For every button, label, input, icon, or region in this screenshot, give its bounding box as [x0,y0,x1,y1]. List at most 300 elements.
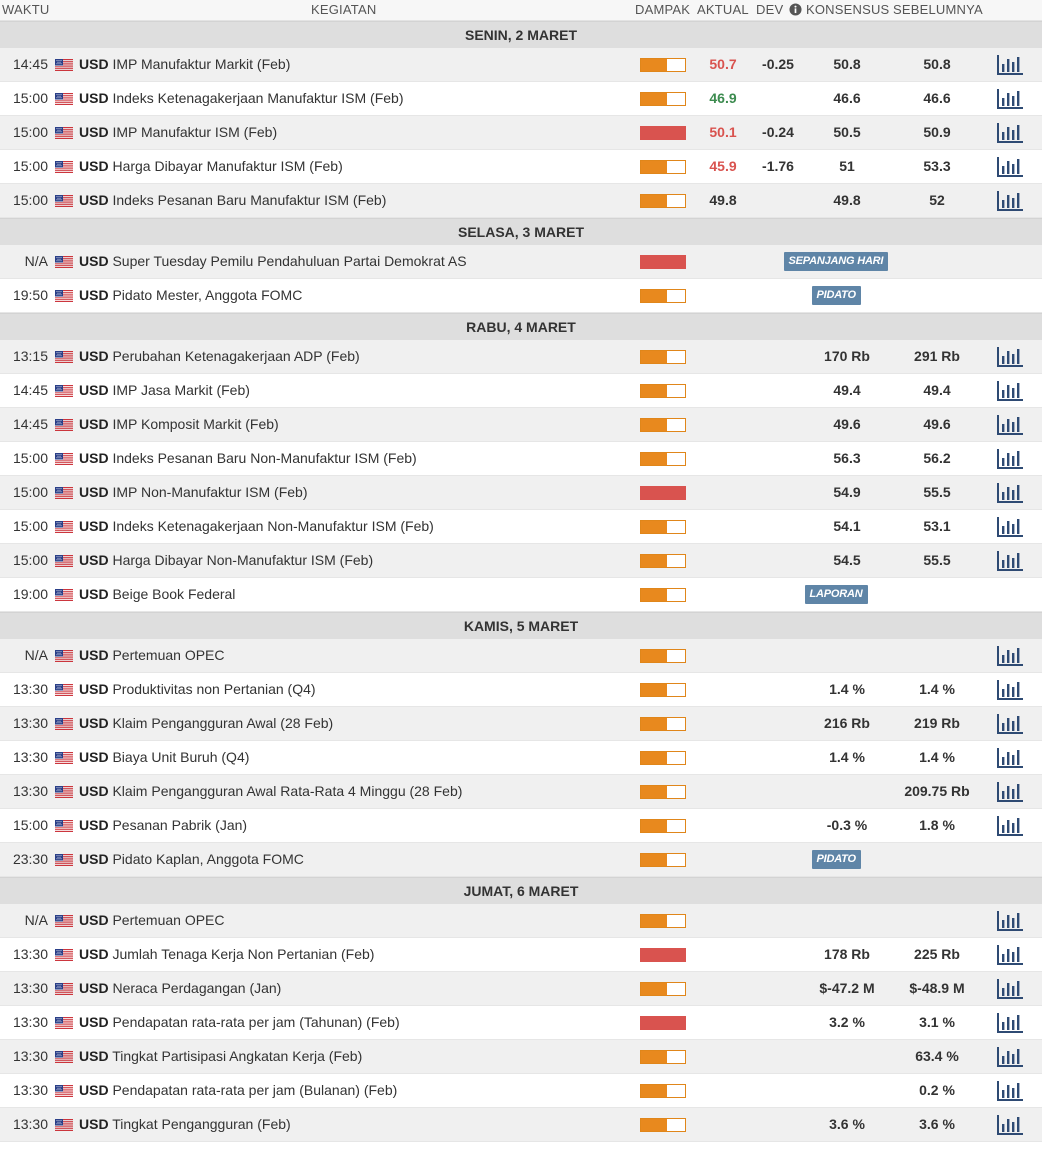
impact-fill [641,949,685,961]
consensus-value: 49.6 [833,416,861,432]
event-time: 13:30 [12,980,48,996]
consensus-value: 1.4 % [829,681,865,697]
impact-indicator [640,126,686,140]
table-row[interactable] [0,775,1042,809]
event-currency: USD [79,253,109,269]
previous-value: 50.8 [923,56,951,72]
event-currency: USD [79,552,109,568]
col-header-dev-label: DEV [756,2,784,17]
impact-fill [641,684,667,696]
impact-indicator [640,160,686,174]
table-row[interactable] [0,82,1042,116]
previous-value: 56.2 [923,450,951,466]
deviation-value: -0.25 [762,56,794,72]
event-currency: USD [79,715,109,731]
event-title[interactable]: Super Tuesday Pemilu Pendahuluan Partai Demokrat AS [112,253,467,269]
event-currency: USD [79,192,109,208]
event-title[interactable]: IMP Komposit Markit (Feb) [112,416,279,432]
impact-indicator [640,717,686,731]
us-flag-icon [55,1119,73,1131]
event-title[interactable]: Pertemuan OPEC [112,647,225,663]
event-type-badge: PIDATO [812,286,861,305]
table-row[interactable] [0,476,1042,510]
us-flag-icon [55,161,73,173]
event-title[interactable]: IMP Non-Manufaktur ISM (Feb) [112,484,308,500]
bar-chart-icon[interactable] [996,1012,1024,1034]
previous-value: 52 [929,192,945,208]
impact-fill [641,1119,667,1131]
previous-value: 3.6 % [919,1116,955,1132]
event-title[interactable]: Indeks Pesanan Baru Non-Manufaktur ISM (Feb) [112,450,417,466]
us-flag-icon [55,127,73,139]
us-flag-icon [55,983,73,995]
table-row[interactable] [0,150,1042,184]
event-name[interactable] [79,279,302,312]
consensus-value: 216 Rb [824,715,870,731]
event-title[interactable]: Indeks Ketenagakerjaan Manufaktur ISM (Feb) [112,90,404,106]
previous-value: 63.4 % [915,1048,959,1064]
previous-value: 53.3 [923,158,951,174]
actual-value: 45.9 [709,158,737,174]
table-row[interactable] [0,48,1042,82]
table-row[interactable] [0,707,1042,741]
event-name[interactable] [79,578,235,611]
us-flag-icon [55,59,73,71]
us-flag-icon [55,949,73,961]
bar-chart-icon[interactable] [996,747,1024,769]
event-name[interactable] [79,184,386,217]
us-flag-icon [55,854,73,866]
event-name[interactable] [79,116,277,149]
event-time: 15:00 [12,518,48,534]
impact-fill [641,195,667,207]
impact-indicator [640,520,686,534]
event-name[interactable] [79,741,249,774]
impact-fill [641,1017,685,1029]
us-flag-icon [55,453,73,465]
impact-indicator [640,452,686,466]
impact-indicator [640,1050,686,1064]
impact-indicator [640,486,686,500]
us-flag-icon [55,752,73,764]
event-name[interactable] [79,972,281,1005]
event-title[interactable]: Tingkat Pengangguran (Feb) [112,1116,291,1132]
impact-indicator [640,1084,686,1098]
col-header-previous: SEBELUMNYA [893,2,983,17]
event-name[interactable] [79,82,404,115]
impact-indicator [640,1016,686,1030]
previous-value: 50.9 [923,124,951,140]
event-currency: USD [79,158,109,174]
bar-chart-icon[interactable] [996,910,1024,932]
impact-indicator [640,255,686,269]
event-name[interactable] [79,1040,362,1073]
calendar-body [0,21,1042,1142]
previous-value: $-48.9 M [909,980,965,996]
col-header-impact: DAMPAK [635,2,691,17]
table-header [0,0,1042,21]
us-flag-icon [55,650,73,662]
table-row[interactable] [0,184,1042,218]
event-title[interactable]: Harga Dibayar Manufaktur ISM (Feb) [112,158,343,174]
actual-value: 50.7 [709,56,737,72]
table-row[interactable] [0,442,1042,476]
event-name[interactable] [79,48,290,81]
consensus-value: 178 Rb [824,946,870,962]
event-type-badge: PIDATO [812,850,861,869]
impact-indicator [640,554,686,568]
event-time: 15:00 [12,817,48,833]
impact-fill [641,419,667,431]
table-row[interactable] [0,374,1042,408]
event-time: 13:30 [12,1082,48,1098]
day-header: SELASA, 3 MARET [0,218,1042,245]
us-flag-icon [55,786,73,798]
bar-chart-icon[interactable] [996,550,1024,572]
bar-chart-icon[interactable] [996,88,1024,110]
impact-indicator [640,418,686,432]
event-title[interactable]: Pertemuan OPEC [112,912,225,928]
previous-value: 219 Rb [914,715,960,731]
previous-value: 53.1 [923,518,951,534]
consensus-value: 49.8 [833,192,861,208]
event-title[interactable]: IMP Manufaktur ISM (Feb) [112,124,278,140]
deviation-value: -0.24 [762,124,794,140]
bar-chart-icon[interactable] [996,978,1024,1000]
bar-chart-icon[interactable] [996,156,1024,178]
impact-indicator [640,350,686,364]
previous-value: 49.4 [923,382,951,398]
event-time: 19:50 [12,287,48,303]
event-time: 13:30 [12,749,48,765]
consensus-value: -0.3 % [826,817,868,833]
event-time: 14:45 [12,416,48,432]
event-title[interactable]: Neraca Perdagangan (Jan) [112,980,282,996]
col-header-actual: AKTUAL [697,2,749,17]
event-time: 13:30 [12,783,48,799]
impact-fill [641,161,667,173]
impact-fill [641,1051,667,1063]
event-time: 13:30 [12,681,48,697]
impact-indicator [640,588,686,602]
us-flag-icon [55,290,73,302]
actual-value: 46.9 [709,90,737,106]
table-row[interactable] [0,1006,1042,1040]
bar-chart-icon[interactable] [996,482,1024,504]
impact-fill [641,752,667,764]
impact-fill [641,487,685,499]
table-row[interactable] [0,340,1042,374]
table-row[interactable] [0,578,1042,612]
previous-value: 46.6 [923,90,951,106]
table-row[interactable] [0,1040,1042,1074]
event-title[interactable]: IMP Manufaktur Markit (Feb) [112,56,291,72]
day-header: KAMIS, 5 MARET [0,612,1042,639]
impact-fill [641,385,667,397]
event-title[interactable]: Pidato Mester, Anggota FOMC [112,287,303,303]
impact-fill [641,854,667,866]
event-name[interactable] [79,938,374,971]
table-row[interactable] [0,938,1042,972]
bar-chart-icon[interactable] [996,122,1024,144]
col-header-consensus: KONSENSUS [806,2,890,17]
consensus-value: 54.5 [833,552,861,568]
event-title[interactable]: Pendapatan rata-rata per jam (Tahunan) (Feb) [112,1014,400,1030]
event-currency: USD [79,783,109,799]
bar-chart-icon[interactable] [996,944,1024,966]
event-title[interactable]: Pidato Kaplan, Anggota FOMC [112,851,304,867]
consensus-value: 46.6 [833,90,861,106]
info-icon[interactable] [789,3,802,16]
impact-fill [641,983,667,995]
day-header: JUMAT, 6 MARET [0,877,1042,904]
table-row[interactable] [0,1074,1042,1108]
event-time: 13:30 [12,1048,48,1064]
event-currency: USD [79,382,109,398]
event-title[interactable]: Pesanan Pabrik (Jan) [112,817,248,833]
impact-fill [641,351,667,363]
event-name[interactable] [79,1108,291,1141]
bar-chart-icon[interactable] [996,346,1024,368]
event-time: 14:45 [12,56,48,72]
previous-value: 1.4 % [919,749,955,765]
event-currency: USD [79,749,109,765]
bar-chart-icon[interactable] [996,1046,1024,1068]
table-row[interactable] [0,1108,1042,1142]
us-flag-icon [55,385,73,397]
us-flag-icon [55,820,73,832]
consensus-value: 3.6 % [829,1116,865,1132]
us-flag-icon [55,419,73,431]
event-currency: USD [79,1048,109,1064]
table-row[interactable] [0,673,1042,707]
table-row[interactable] [0,544,1042,578]
us-flag-icon [55,487,73,499]
day-header: SENIN, 2 MARET [0,21,1042,48]
us-flag-icon [55,718,73,730]
actual-value: 49.8 [709,192,737,208]
event-name[interactable] [79,707,333,740]
impact-indicator [640,649,686,663]
consensus-value: 50.5 [833,124,861,140]
us-flag-icon [55,93,73,105]
us-flag-icon [55,1017,73,1029]
event-time: 13:30 [12,715,48,731]
impact-indicator [640,1118,686,1132]
previous-value: 55.5 [923,552,951,568]
event-name[interactable] [79,544,373,577]
event-name[interactable] [79,510,434,543]
table-row[interactable] [0,408,1042,442]
event-currency: USD [79,817,109,833]
event-time: 15:00 [12,90,48,106]
impact-indicator [640,819,686,833]
consensus-value: 50.8 [833,56,861,72]
event-time: 15:00 [12,450,48,466]
event-time: 15:00 [12,484,48,500]
event-title[interactable]: Beige Book Federal [112,586,236,602]
impact-indicator [640,853,686,867]
event-title[interactable]: Perubahan Ketenagakerjaan ADP (Feb) [112,348,360,364]
table-row[interactable] [0,245,1042,279]
impact-indicator [640,785,686,799]
event-currency: USD [79,586,109,602]
impact-fill [641,256,685,268]
bar-chart-icon[interactable] [996,1080,1024,1102]
impact-fill [641,718,667,730]
event-time: 19:00 [12,586,48,602]
us-flag-icon [55,915,73,927]
event-title[interactable]: Tingkat Partisipasi Angkatan Kerja (Feb) [112,1048,363,1064]
us-flag-icon [55,1085,73,1097]
event-name[interactable] [79,476,307,509]
event-name[interactable] [79,408,279,441]
event-title[interactable]: Pendapatan rata-rata per jam (Bulanan) (Feb) [112,1082,398,1098]
event-name[interactable] [79,374,250,407]
impact-indicator [640,92,686,106]
bar-chart-icon[interactable] [996,645,1024,667]
event-name[interactable] [79,245,467,278]
us-flag-icon [55,256,73,268]
us-flag-icon [55,1051,73,1063]
table-row[interactable] [0,904,1042,938]
event-title[interactable]: Harga Dibayar Non-Manufaktur ISM (Feb) [112,552,374,568]
bar-chart-icon[interactable] [996,815,1024,837]
table-row[interactable] [0,510,1042,544]
bar-chart-icon[interactable] [996,190,1024,212]
col-header-event: KEGIATAN [311,2,377,17]
event-name[interactable] [79,1006,400,1039]
impact-fill [641,127,685,139]
day-header: RABU, 4 MARET [0,313,1042,340]
event-time: 15:00 [12,552,48,568]
impact-fill [641,93,667,105]
previous-value: 225 Rb [914,946,960,962]
impact-indicator [640,751,686,765]
event-currency: USD [79,912,109,928]
impact-fill [641,650,667,662]
table-row[interactable] [0,116,1042,150]
table-row[interactable] [0,972,1042,1006]
impact-fill [641,521,667,533]
event-currency: USD [79,90,109,106]
bar-chart-icon[interactable] [996,448,1024,470]
consensus-value: $-47.2 M [819,980,875,996]
event-name[interactable] [79,340,360,373]
event-time: 15:00 [12,158,48,174]
event-currency: USD [79,946,109,962]
event-name[interactable] [79,639,225,672]
event-name[interactable] [79,775,462,808]
event-currency: USD [79,450,109,466]
deviation-value: -1.76 [762,158,794,174]
impact-indicator [640,982,686,996]
event-currency: USD [79,416,109,432]
event-time: 15:00 [12,124,48,140]
event-name[interactable] [79,673,316,706]
bar-chart-icon[interactable] [996,679,1024,701]
previous-value: 55.5 [923,484,951,500]
table-row[interactable] [0,843,1042,877]
event-title[interactable]: Biaya Unit Buruh (Q4) [112,749,250,765]
impact-indicator [640,683,686,697]
consensus-value: 3.2 % [829,1014,865,1030]
impact-indicator [640,194,686,208]
event-currency: USD [79,1014,109,1030]
actual-value: 50.1 [709,124,737,140]
impact-fill [641,59,667,71]
table-row[interactable] [0,809,1042,843]
col-header-time: WAKTU [2,2,50,17]
consensus-value: 1.4 % [829,749,865,765]
event-time: 23:30 [12,851,48,867]
consensus-value: 56.3 [833,450,861,466]
impact-fill [641,453,667,465]
event-time: 13:30 [12,946,48,962]
us-flag-icon [55,555,73,567]
bar-chart-icon[interactable] [996,414,1024,436]
event-title[interactable]: Klaim Pengangguran Awal (28 Feb) [112,715,334,731]
event-name[interactable] [79,843,304,876]
event-currency: USD [79,484,109,500]
bar-chart-icon[interactable] [996,516,1024,538]
bar-chart-icon[interactable] [996,1114,1024,1136]
impact-fill [641,820,667,832]
event-currency: USD [79,681,109,697]
impact-fill [641,1085,667,1097]
table-row[interactable] [0,279,1042,313]
bar-chart-icon[interactable] [996,380,1024,402]
event-name[interactable] [79,150,343,183]
col-header-dev [756,2,802,17]
consensus-value: 54.1 [833,518,861,534]
impact-indicator [640,914,686,928]
consensus-value: 170 Rb [824,348,870,364]
us-flag-icon [55,589,73,601]
impact-fill [641,786,667,798]
bar-chart-icon[interactable] [996,781,1024,803]
event-currency: USD [79,1082,109,1098]
event-title[interactable]: Indeks Ketenagakerjaan Non-Manufaktur ISM (Feb) [112,518,434,534]
impact-indicator [640,384,686,398]
event-currency: USD [79,124,109,140]
us-flag-icon [55,521,73,533]
bar-chart-icon[interactable] [996,713,1024,735]
event-currency: USD [79,348,109,364]
event-title[interactable]: IMP Jasa Markit (Feb) [112,382,250,398]
bar-chart-icon[interactable] [996,54,1024,76]
us-flag-icon [55,351,73,363]
event-name[interactable] [79,1074,397,1107]
impact-fill [641,589,667,601]
previous-value: 3.1 % [919,1014,955,1030]
event-title[interactable]: Produktivitas non Pertanian (Q4) [112,681,316,697]
event-currency: USD [79,1116,109,1132]
event-name[interactable] [79,442,417,475]
table-row[interactable] [0,741,1042,775]
event-time: N/A [24,253,48,269]
event-time: 15:00 [12,192,48,208]
event-title[interactable]: Indeks Pesanan Baru Manufaktur ISM (Feb) [112,192,387,208]
table-row[interactable] [0,639,1042,673]
previous-value: 0.2 % [919,1082,955,1098]
us-flag-icon [55,684,73,696]
consensus-value: 49.4 [833,382,861,398]
event-title[interactable]: Jumlah Tenaga Kerja Non Pertanian (Feb) [112,946,375,962]
event-name[interactable] [79,904,225,937]
event-name[interactable] [79,809,247,842]
event-title[interactable]: Klaim Pengangguran Awal Rata-Rata 4 Minggu (28 Feb) [112,783,463,799]
